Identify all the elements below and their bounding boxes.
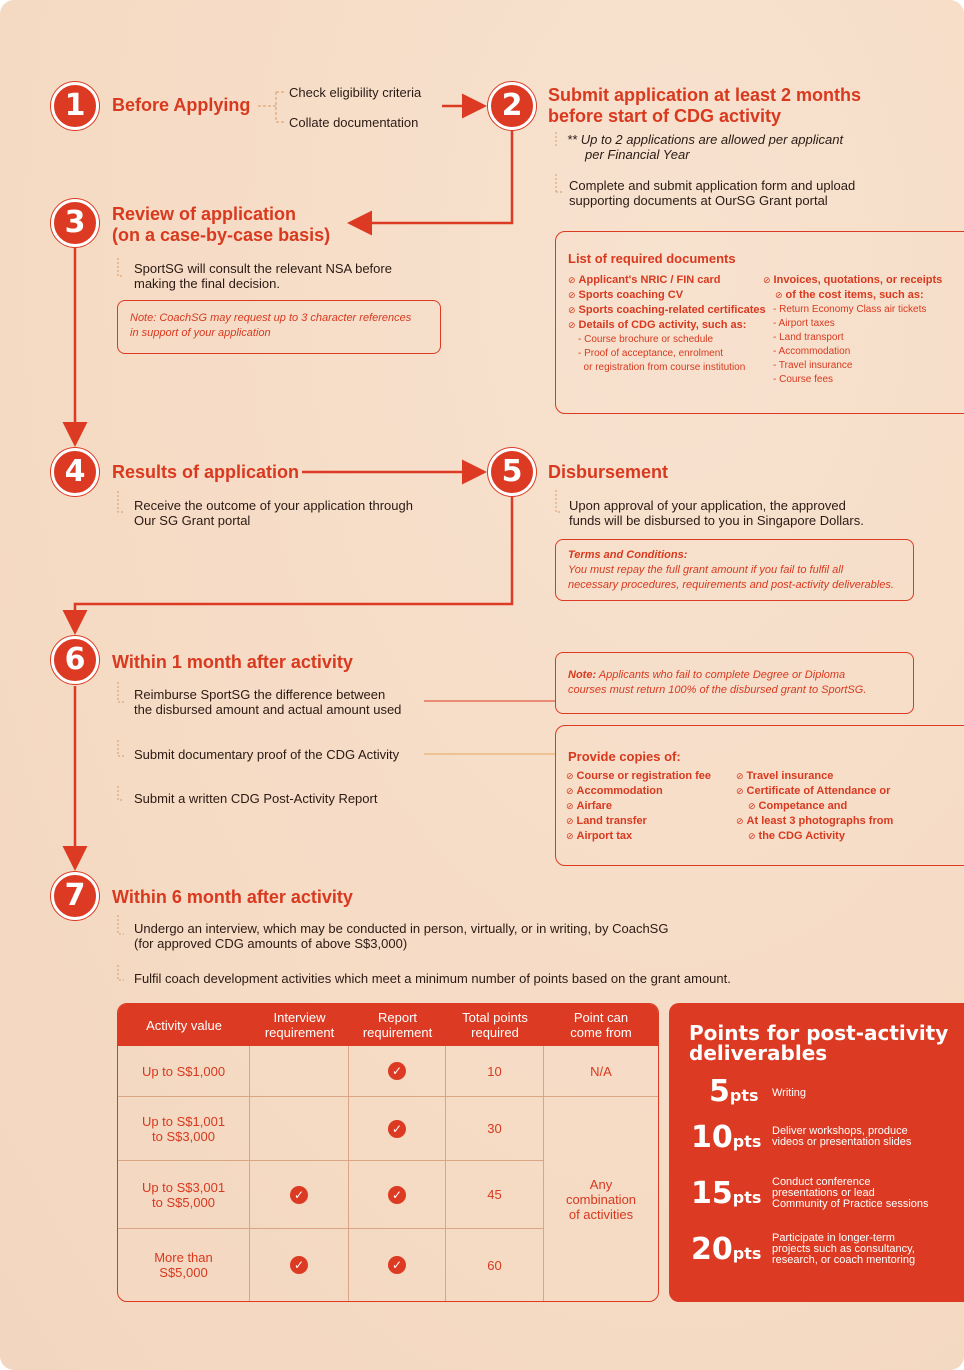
step-5-text-line-2: funds will be disbursed to you in Singapore Dollars. [569, 513, 864, 528]
step-6-badge: 6 [51, 636, 99, 684]
step-7-text-1-line-1: Undergo an interview, which may be conducted in person, virtually, or in writing, by CoachSG [134, 921, 669, 936]
required-documents-left [568, 273, 766, 375]
provide-copies-box [555, 725, 964, 866]
step-3-text [134, 261, 392, 291]
points-desc-15 [772, 1177, 929, 1210]
step-7-text-1 [134, 921, 668, 951]
points-desc-line: projects such as consultancy, [772, 1243, 915, 1255]
points-desc-line: videos or presentation slides [772, 1136, 912, 1148]
points-cell: 30 [446, 1097, 544, 1161]
column-header-report [349, 1004, 446, 1046]
activity-value-line-2: to S$3,000 [152, 1128, 215, 1144]
doc-item: ⊘ Sports coaching-related certificates [568, 303, 766, 318]
check-circle-icon: ✓ [388, 1256, 406, 1274]
step-3-title [112, 204, 330, 246]
activity-value-line-1: More than [154, 1250, 213, 1265]
points-value-15 [691, 1176, 762, 1213]
step-5-title: Disbursement [548, 462, 669, 482]
column-header-interview [250, 1004, 349, 1046]
activity-value-line-1: Up to S$3,001 [141, 1179, 226, 1195]
doc-sub-item: - Travel insurance [773, 360, 853, 371]
step-2-title [548, 85, 861, 127]
points-unit: pts [729, 1086, 759, 1105]
doc-sub-item: - Return Economy Class air tickets [773, 304, 927, 315]
check-circle-icon: ✓ [290, 1256, 308, 1274]
step-1-title: Before Applying [112, 95, 251, 115]
terms-line-2: necessary procedures, requirements and post-activity deliverables. [568, 579, 894, 591]
points-number: 15 [691, 1176, 733, 1211]
interview-cell [250, 1229, 349, 1301]
step-3-title-line-1: Review of application [112, 204, 297, 224]
points-panel [669, 1003, 964, 1302]
activity-value-line-1: Up to S$1,001 [141, 1113, 226, 1129]
column-header-point-source-line-2: come from [570, 1025, 632, 1040]
check-circle-icon: ✓ [290, 1186, 308, 1204]
doc-item: ⊘ Sports coaching CV [568, 288, 766, 303]
step-6-note-line-2: courses must return 100% of the disbursed grant to SportSG. [568, 684, 867, 696]
terms-and-conditions [555, 539, 914, 601]
required-documents-right [763, 273, 942, 387]
check-circle-icon: ✓ [388, 1120, 406, 1138]
activity-value-cell [118, 1097, 250, 1161]
step-4-text-line-2: Our SG Grant portal [134, 513, 251, 528]
step-4-title: Results of application [112, 462, 300, 482]
step-7-badge: 7 [51, 872, 99, 920]
step-2-note-line-2: per Financial Year [585, 147, 690, 162]
step-2-title-line-2: before start of CDG activity [548, 106, 782, 126]
copy-item: ⊘ Certificate of Attendance or [736, 784, 893, 799]
doc-sub-item: - Course brochure or schedule [578, 334, 714, 345]
column-header-report-line-1: Report [377, 1010, 418, 1025]
points-value-10 [691, 1120, 762, 1157]
step-7-text-1-line-2: (for approved CDG amounts of above S$3,000) [134, 936, 408, 951]
step-3-note [117, 300, 441, 354]
report-cell [349, 1161, 446, 1229]
column-header-interview-line-1: Interview [273, 1010, 326, 1025]
step-2-title-line-1: Submit application at least 2 months [548, 85, 862, 105]
column-header-total-points-line-2: required [471, 1025, 519, 1040]
interview-cell [250, 1161, 349, 1229]
step-6-note-line-1: Applicants who fail to complete Degree or Diploma [596, 669, 846, 681]
step-3-note-line-2: in support of your application [130, 327, 271, 339]
step-2-note [567, 132, 843, 162]
points-desc-5 [772, 1088, 806, 1099]
activity-value-cell [118, 1229, 250, 1301]
step-5-text-line-1: Upon approval of your application, the approved [569, 498, 846, 513]
provide-copies-right [736, 769, 893, 844]
points-cell: 45 [446, 1161, 544, 1229]
points-desc-line: Writing [772, 1087, 807, 1099]
terms-title: Terms and Conditions: [568, 549, 688, 561]
points-panel-title-line-2: deliverables [689, 1041, 828, 1065]
table-row [118, 1097, 658, 1161]
doc-item: ⊘ Invoices, quotations, or receipts [763, 273, 942, 288]
step-4-badge: 4 [51, 448, 99, 496]
step-2-badge: 2 [488, 82, 536, 130]
interview-cell [250, 1046, 349, 1097]
copy-item-cont: ⊘ Competance and [736, 799, 893, 814]
points-value-20 [691, 1232, 762, 1269]
doc-sub-item: - Land transport [773, 332, 844, 343]
points-desc-line: Conduct conference [772, 1176, 871, 1188]
doc-sub-item: - Accommodation [773, 346, 851, 357]
copy-item: ⊘ Course or registration fee [566, 769, 711, 784]
step-2-text-line-2: supporting documents at OurSG Grant portal [569, 193, 828, 208]
points-number: 20 [691, 1232, 733, 1267]
step-6-note [555, 652, 914, 714]
step-6-item-1 [134, 687, 401, 717]
terms-line-1: You must repay the full grant amount if you fail to fulfil all [568, 564, 844, 576]
copy-item: ⊘ Airport tax [566, 829, 711, 844]
copy-item-cont: ⊘ the CDG Activity [736, 829, 893, 844]
step-2-text-line-1: Complete and submit application form and upload [569, 178, 856, 193]
doc-item: ⊘ Applicant's NRIC / FIN card [568, 273, 766, 288]
report-cell [349, 1229, 446, 1301]
points-unit: pts [732, 1188, 762, 1207]
points-panel-title-line-1: Points for post-activity [689, 1021, 949, 1045]
step-2-text [569, 178, 855, 208]
points-desc-10 [772, 1126, 911, 1148]
step-1-item-1: Check eligibility criteria [289, 85, 422, 100]
interview-cell [250, 1097, 349, 1161]
step-6-item-1-line-2: the disbursed amount and actual amount used [134, 702, 402, 717]
report-cell [349, 1097, 446, 1161]
step-5-badge: 5 [488, 448, 536, 496]
step-3-text-line-2: making the final decision. [134, 276, 280, 291]
step-6-note-label: Note: [568, 669, 597, 681]
column-header-activity-value: Activity value [118, 1004, 250, 1046]
points-desc-line: research, or coach mentoring [772, 1254, 916, 1266]
point-source-combined-cell [544, 1097, 658, 1301]
doc-item-cont: ⊘ of the cost items, such as: [763, 288, 942, 303]
step-1-badge: 1 [51, 82, 99, 130]
step-4-text-line-1: Receive the outcome of your application through [134, 498, 413, 513]
report-cell [349, 1046, 446, 1097]
points-panel-title [689, 1023, 948, 1063]
required-documents-title: List of required documents [568, 251, 736, 266]
points-cell: 10 [446, 1046, 544, 1097]
step-6-item-3: Submit a written CDG Post-Activity Report [134, 791, 378, 806]
step-7-text-2: Fulfil coach development activities which meet a minimum number of points based on the grant amount. [134, 971, 731, 986]
step-3-title-line-2: (on a case-by-case basis) [112, 225, 331, 245]
column-header-point-source [544, 1004, 658, 1046]
points-desc-line: Participate in longer-term [772, 1232, 895, 1244]
activity-value-line-2: to S$5,000 [152, 1194, 215, 1210]
required-documents-box [555, 231, 964, 414]
points-unit: pts [732, 1244, 762, 1263]
points-desc-line: Deliver workshops, produce [772, 1125, 908, 1137]
step-5-text [569, 498, 864, 528]
points-number: 10 [691, 1120, 733, 1155]
step-1-item-2: Collate documentation [289, 115, 419, 130]
step-3-text-line-1: SportSG will consult the relevant NSA before [134, 261, 392, 276]
table-row [118, 1046, 658, 1097]
column-header-total-points-line-1: Total points [462, 1010, 528, 1025]
table-header-row [118, 1004, 658, 1046]
activity-value-cell [118, 1161, 250, 1229]
points-desc-20 [772, 1233, 915, 1266]
points-cell: 60 [446, 1229, 544, 1301]
provide-copies-left [566, 769, 711, 844]
doc-sub-item: or registration from course institution [578, 362, 746, 373]
check-circle-icon: ✓ [388, 1186, 406, 1204]
doc-item: ⊘ Details of CDG activity, such as: [568, 318, 766, 333]
points-table-wrapper [117, 1003, 659, 1302]
doc-sub-item: - Course fees [773, 374, 834, 385]
step-7-title: Within 6 month after activity [112, 887, 353, 907]
column-header-total-points [446, 1004, 544, 1046]
copy-item: ⊘ Airfare [566, 799, 711, 814]
points-number: 5 [709, 1074, 730, 1109]
combo-line-1: Any [589, 1176, 613, 1192]
step-6-title: Within 1 month after activity [112, 652, 353, 672]
copy-item: ⊘ Land transfer [566, 814, 711, 829]
points-desc-line: presentations or lead [772, 1187, 875, 1199]
activity-value-cell: Up to S$1,000 [118, 1046, 250, 1097]
doc-sub-item: - Airport taxes [773, 318, 835, 329]
step-3-badge: 3 [51, 199, 99, 247]
points-unit: pts [732, 1132, 762, 1151]
step-4-text [134, 498, 413, 528]
provide-copies-title: Provide copies of: [568, 749, 681, 764]
copy-item: ⊘ At least 3 photographs from [736, 814, 893, 829]
point-source-cell: N/A [544, 1046, 658, 1097]
step-2-note-line-1: ** Up to 2 applications are allowed per applicant [567, 132, 844, 147]
combo-line-3: of activities [568, 1206, 634, 1222]
check-circle-icon: ✓ [388, 1062, 406, 1080]
column-header-interview-line-2: requirement [264, 1025, 335, 1040]
step-6-item-2: Submit documentary proof of the CDG Activity [134, 747, 400, 762]
points-table [118, 1004, 658, 1301]
points-value-5 [709, 1074, 759, 1111]
copy-item: ⊘ Accommodation [566, 784, 711, 799]
activity-value-line-2: S$5,000 [159, 1265, 208, 1280]
doc-sub-item: - Proof of acceptance, enrolment [578, 348, 724, 359]
step-6-item-1-line-1: Reimburse SportSG the difference between [134, 687, 386, 702]
column-header-report-line-2: requirement [362, 1025, 433, 1040]
combo-line-2: combination [565, 1191, 637, 1207]
copy-item: ⊘ Travel insurance [736, 769, 893, 784]
points-desc-line: Community of Practice sessions [772, 1198, 929, 1210]
column-header-point-source-line-1: Point can [573, 1010, 629, 1025]
step-3-note-line-1: Note: CoachSG may request up to 3 character references [130, 312, 412, 324]
